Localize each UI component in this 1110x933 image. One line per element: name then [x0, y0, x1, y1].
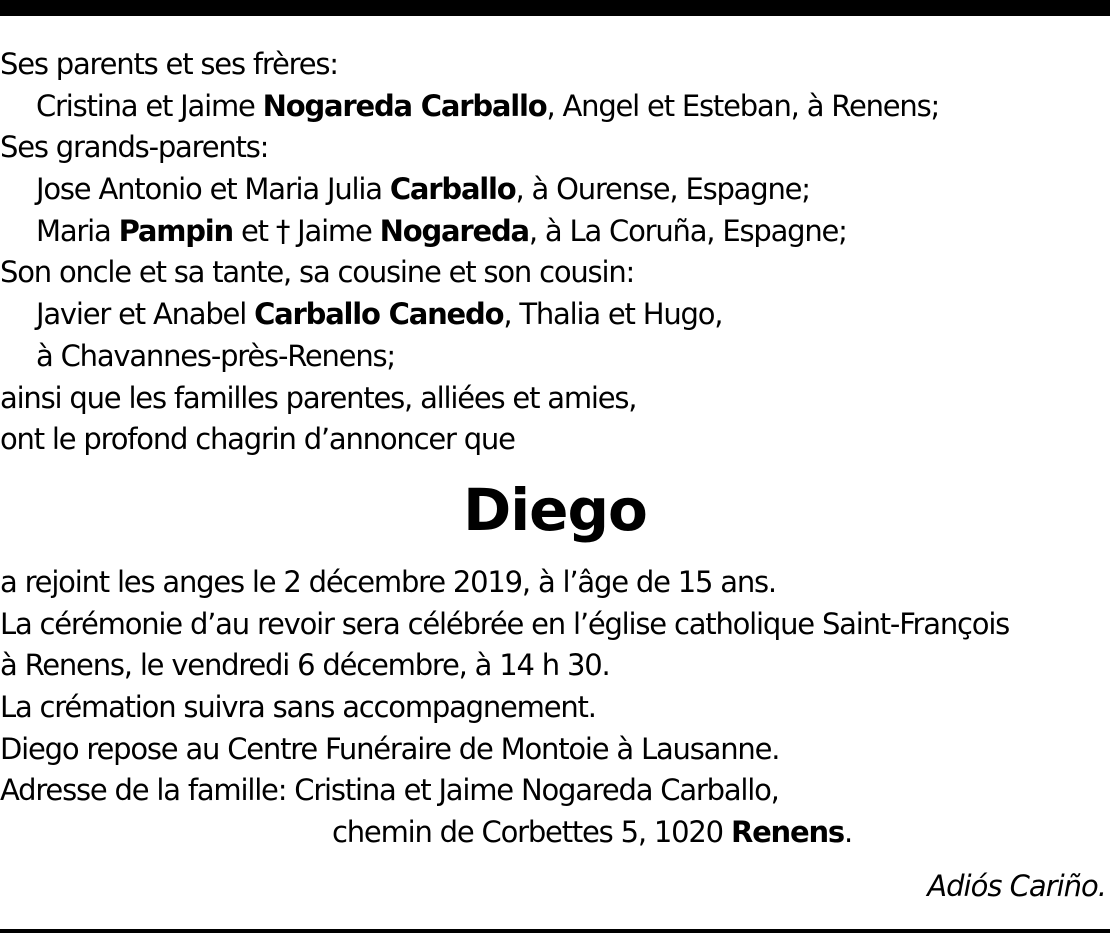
family-address-line: Adresse de la famille: Cristina et Jaime Nogareda Carballo,	[0, 773, 779, 808]
grandparents-heading: Ses grands-parents:	[0, 130, 269, 165]
deceased-name: Diego	[463, 476, 647, 544]
text: Maria	[36, 213, 119, 248]
surname: Nogareda Carballo	[262, 88, 547, 123]
uncle-aunt-heading: Son oncle et sa tante, sa cousine et son cousin:	[0, 255, 635, 290]
text: .	[843, 815, 852, 850]
text: et † Jaime	[232, 213, 380, 248]
surname: Nogareda	[379, 213, 529, 248]
surname: Carballo	[389, 172, 516, 207]
top-rule	[0, 0, 1110, 16]
cremation-line: La crémation suivra sans accompagnement.	[0, 690, 596, 725]
announce-line: ont le profond chagrin d’annoncer que	[0, 422, 515, 457]
surname: Carballo Canedo	[254, 297, 504, 332]
ceremony-date-line: à Renens, le vendredi 6 décembre, à 14 h 30.	[0, 648, 610, 683]
text: , Thalia et Hugo,	[503, 297, 723, 332]
surname: Pampin	[118, 213, 233, 248]
text: , à Ourense, Espagne;	[515, 172, 810, 207]
closing-note: Adiós Cariño.	[927, 869, 1106, 903]
grandparents-line-2	[0, 211, 1110, 253]
ceremony-line: La cérémonie d’au revoir sera célébrée en l’église catholique Saint-François	[0, 606, 1010, 641]
city: Renens	[730, 815, 844, 850]
parents-heading: Ses parents et ses frères:	[0, 47, 338, 81]
address-line	[0, 812, 1110, 854]
text: , à La Coruña, Espagne;	[528, 213, 847, 248]
text: Jose Antonio et Maria Julia	[36, 172, 390, 207]
uncle-aunt-line-1	[0, 294, 1110, 336]
text: Javier et Anabel	[36, 297, 255, 332]
bottom-rule	[0, 929, 1110, 933]
text: Cristina et Jaime	[36, 88, 263, 123]
uncle-aunt-line-2: à Chavannes-près-Renens;	[36, 338, 395, 373]
family-announcement	[0, 44, 1110, 461]
text: , Angel et Esteban, à Renens;	[546, 88, 940, 123]
families-line: ainsi que les familles parentes, alliées et amies,	[0, 380, 637, 415]
death-date-line: a rejoint les anges le 2 décembre 2019, à l’âge de 15 ans.	[0, 565, 776, 599]
grandparents-line-1	[0, 169, 1110, 211]
text: chemin de Corbettes 5, 1020	[332, 815, 731, 850]
parents-line	[0, 86, 1110, 128]
repose-line: Diego repose au Centre Funéraire de Montoie à Lausanne.	[0, 731, 780, 766]
details	[0, 562, 1110, 854]
